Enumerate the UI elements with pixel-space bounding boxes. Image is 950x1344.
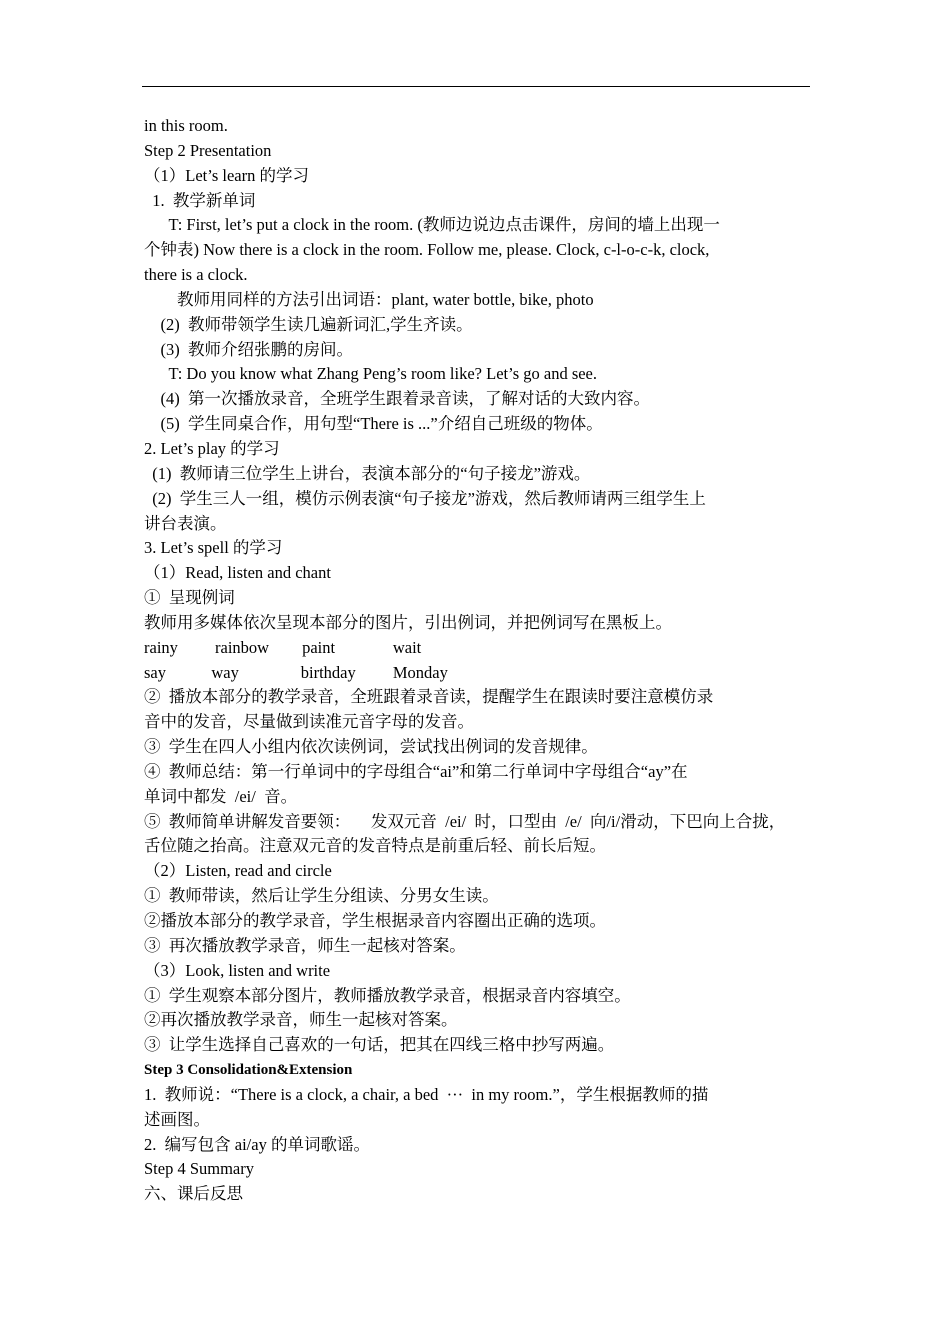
text-line: ④ 教师总结：第一行单词中的字母组合“ai”和第二行单词中字母组合“ay”在 xyxy=(144,761,688,781)
text-line: ② 播放本部分的教学录音，全班跟着录音读，提醒学生在跟读时要注意模仿录 xyxy=(144,687,714,707)
text-line: 述画图。 xyxy=(144,1109,210,1129)
example-words-row: say way birthday Monday xyxy=(144,662,448,682)
step-heading: Step 4 Summary xyxy=(144,1159,254,1179)
text-line: ②再次播放教学录音，师生一起核对答案。 xyxy=(144,1010,458,1030)
text-line: (2) 教师带领学生读几遍新词汇,学生齐读。 xyxy=(144,314,473,334)
text-line: T: Do you know what Zhang Peng’s room like? Let’s go and see. xyxy=(144,364,598,384)
section-heading: 3. Let’s spell 的学习 xyxy=(144,538,283,558)
text-line: 教师用同样的方法引出词语：plant, water bottle, bike, photo xyxy=(144,289,594,309)
text-line: ① 教师带读，然后让学生分组读、分男女生读。 xyxy=(144,886,499,906)
subsection-heading: （3）Look, listen and write xyxy=(144,960,331,980)
text-line: 1. 教学新单词 xyxy=(144,190,256,210)
text-line: T: First, let’s put a clock in the room. (教师边说边点击课件，房间的墙上出现一 xyxy=(144,215,720,235)
text-line: 教师用多媒体依次呈现本部分的图片，引出例词，并把例词写在黑板上。 xyxy=(144,612,672,632)
text-line: 讲台表演。 xyxy=(144,513,227,533)
text-line: ③ 学生在四人小组内依次读例词，尝试找出例词的发音规律。 xyxy=(144,737,598,757)
text-line: (3) 教师介绍张鹏的房间。 xyxy=(144,339,353,359)
section-heading: 2. Let’s play 的学习 xyxy=(144,438,280,458)
text-line: 音中的发音，尽量做到读准元音字母的发音。 xyxy=(144,712,474,732)
text-line: ③ 让学生选择自己喜欢的一句话，把其在四线三格中抄写两遍。 xyxy=(144,1035,615,1055)
text-line: there is a clock. xyxy=(144,265,248,285)
text-line: (2) 学生三人一组，模仿示例表演“句子接龙”游戏，然后教师请两三组学生上 xyxy=(144,488,706,508)
subsection-heading: （2）Listen, read and circle xyxy=(144,861,332,881)
text-line: (4) 第一次播放录音，全班学生跟着录音读，了解对话的大致内容。 xyxy=(144,389,650,409)
header-rule xyxy=(142,86,810,87)
subsection-heading: （1）Read, listen and chant xyxy=(144,563,331,583)
text-line: (5) 学生同桌合作，用句型“There is ...”介绍自己班级的物体。 xyxy=(144,414,603,434)
text-line: ⑤ 教师简单讲解发音要领： 发双元音 /ei/ 时，口型由 /e/ 向/i/滑动，下巴向上合拢， xyxy=(144,811,786,831)
text-line: ③ 再次播放教学录音，师生一起核对答案。 xyxy=(144,935,466,955)
text-line: 单词中都发 /ei/ 音。 xyxy=(144,786,298,806)
text-line: ②播放本部分的教学录音，学生根据录音内容圈出正确的选项。 xyxy=(144,911,606,930)
text-line: ① 学生观察本部分图片，教师播放教学录音，根据录音内容填空。 xyxy=(144,985,631,1005)
text-line: 2. 编写包含 ai/ay 的单词歌谣。 xyxy=(144,1134,370,1154)
text-line: 1. 教师说：“There is a clock, a chair, a bed ··· in my room.”，学生根据教师的描 xyxy=(144,1084,709,1104)
text-line: 舌位随之抬高。注意双元音的发音特点是前重后轻、前长后短。 xyxy=(144,836,606,856)
example-words-row: rainy rainbow paint wait xyxy=(144,637,422,657)
step-heading: Step 2 Presentation xyxy=(144,140,272,160)
text-line: ① 呈现例词 xyxy=(144,588,235,608)
text-line: (1) 教师请三位学生上讲台，表演本部分的“句子接龙”游戏。 xyxy=(144,463,591,483)
step-heading-bold: Step 3 Consolidation&Extension xyxy=(144,1062,353,1079)
document-body xyxy=(144,114,810,1207)
section-heading: 六、课后反思 xyxy=(144,1184,243,1204)
section-heading: （1）Let’s learn 的学习 xyxy=(144,165,309,185)
text-line: 个钟表) Now there is a clock in the room. Follow me, please. Clock, c-l-o-c-k, clock, xyxy=(144,240,710,260)
text-line: in this room. xyxy=(144,116,228,135)
